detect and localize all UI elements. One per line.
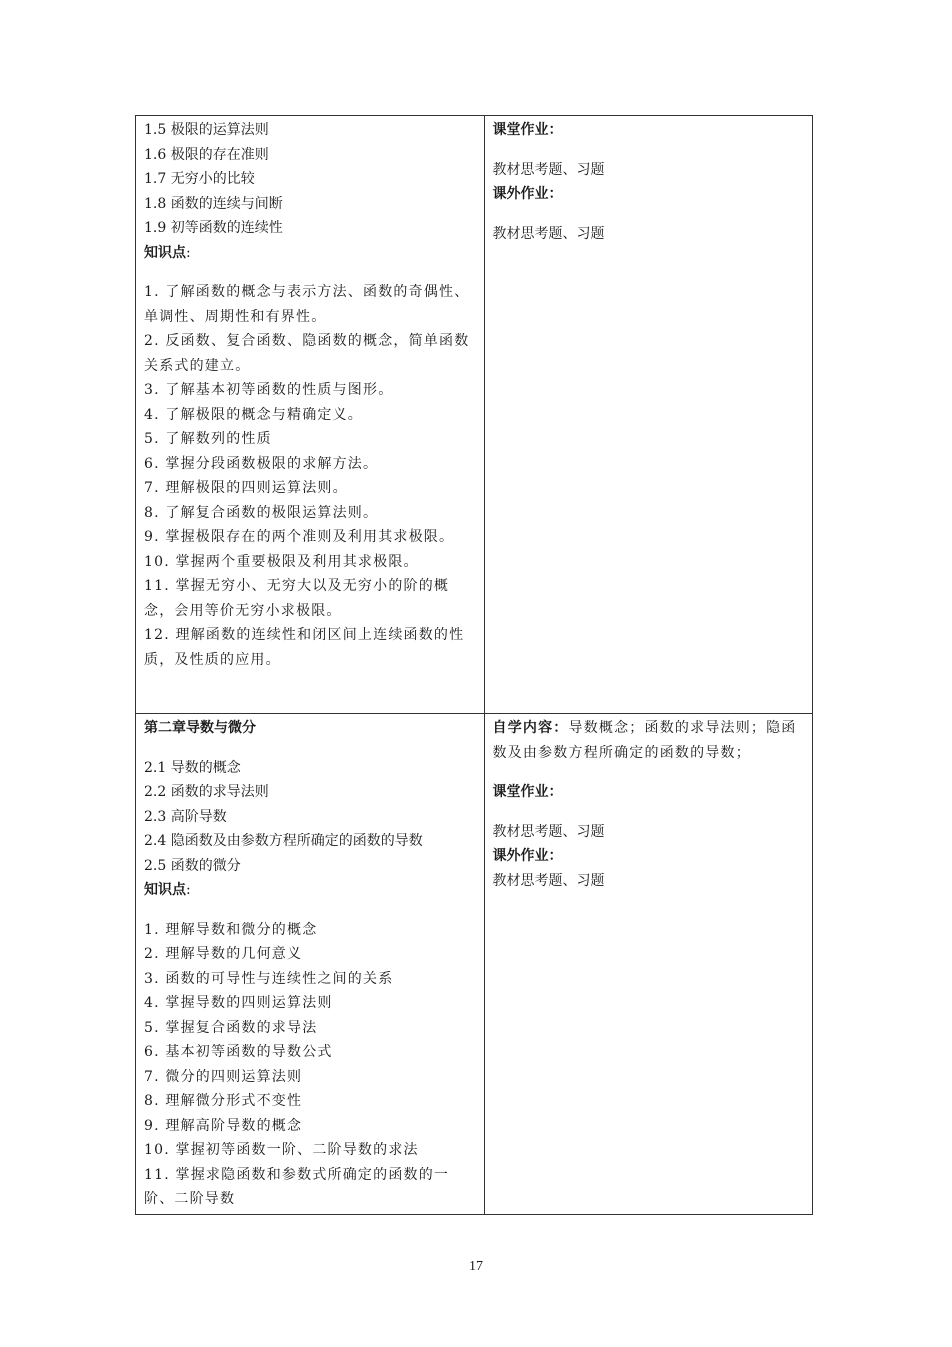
knowledge-item: 12. 理解函数的连续性和闭区间上连续函数的性质，及性质的应用。 bbox=[144, 627, 465, 668]
knowledge-item: 7. 微分的四则运算法则 bbox=[144, 1068, 303, 1085]
knowledge-item: 2. 理解导数的几何意义 bbox=[144, 946, 303, 962]
selfstudy-block bbox=[493, 716, 807, 765]
page-number: 17 bbox=[469, 1259, 483, 1274]
section-item: 2.3 高阶导数 bbox=[144, 808, 227, 825]
table-row bbox=[136, 116, 813, 714]
knowledge-item: 7. 理解极限的四则运算法则。 bbox=[144, 480, 348, 496]
section-item: 1.7 无穷小的比较 bbox=[144, 171, 255, 187]
knowledge-item: 8. 了解复合函数的极限运算法则。 bbox=[144, 504, 379, 521]
knowledge-item: 8. 理解微分形式不变性 bbox=[144, 1093, 303, 1109]
assignment-cell bbox=[484, 714, 813, 1215]
table-row bbox=[136, 714, 813, 1215]
section-item: 1.6 极限的存在准则 bbox=[144, 146, 269, 163]
section-item: 2.5 函数的微分 bbox=[144, 857, 241, 874]
knowledge-label: 知识点 bbox=[144, 244, 186, 261]
knowledge-item: 9. 理解高阶导数的概念 bbox=[144, 1117, 303, 1134]
chapter-title: 第二章导数与微分 bbox=[144, 720, 256, 736]
knowledge-item: 6. 基本初等函数的导数公式 bbox=[144, 1044, 333, 1060]
knowledge-item: 9. 掌握极限存在的两个准则及利用其求极限。 bbox=[144, 529, 455, 545]
section-item: 2.4 隐函数及由参数方程所确定的函数的导数 bbox=[144, 833, 423, 849]
knowledge-item: 5. 了解数列的性质 bbox=[144, 431, 272, 447]
section-item: 1.9 初等函数的连续性 bbox=[144, 220, 283, 236]
homework-text: 教材思考题、习题 bbox=[492, 225, 605, 242]
knowledge-heading bbox=[144, 241, 478, 266]
knowledge-item: 2. 反函数、复合函数、隐函数的概念，简单函数关系式的建立。 bbox=[144, 333, 470, 374]
knowledge-item: 5. 掌握复合函数的求导法 bbox=[144, 1019, 318, 1036]
knowledge-item: 3. 了解基本初等函数的性质与图形。 bbox=[144, 382, 394, 398]
knowledge-item: 4. 掌握导数的四则运算法则 bbox=[144, 995, 333, 1011]
section-item: 2.1 导数的概念 bbox=[144, 759, 241, 776]
selfstudy-label: 自学内容： bbox=[492, 720, 569, 736]
section-item: 1.5 极限的运算法则 bbox=[144, 122, 269, 138]
classwork-label: 课堂作业： bbox=[492, 784, 563, 800]
knowledge-item: 1. 理解导数和微分的概念 bbox=[144, 921, 318, 938]
section-item: 2.2 函数的求导法则 bbox=[144, 784, 269, 800]
homework-label: 课外作业： bbox=[492, 186, 563, 202]
homework-text: 教材思考题、习题 bbox=[492, 872, 605, 889]
selfstudy-text: 导数概念；函数的求导法则；隐函数及由参数方程所确定的函数的导数； bbox=[492, 720, 797, 761]
knowledge-item: 1. 了解函数的概念与表示方法、函数的奇偶性、单调性、周期性和有界性。 bbox=[144, 284, 470, 325]
knowledge-label: 知识点 bbox=[144, 882, 186, 898]
knowledge-item: 11. 掌握求隐函数和参数式所确定的函数的一阶、二阶导数 bbox=[144, 1166, 450, 1207]
syllabus-table bbox=[135, 115, 813, 1215]
knowledge-colon: : bbox=[186, 882, 191, 898]
content-cell bbox=[136, 714, 485, 1215]
classwork-label: 课堂作业： bbox=[492, 122, 563, 138]
assignment-cell bbox=[484, 116, 813, 714]
classwork-text: 教材思考题、习题 bbox=[492, 161, 605, 178]
knowledge-item: 10. 掌握两个重要极限及利用其求极限。 bbox=[144, 553, 419, 570]
content-cell bbox=[136, 116, 485, 714]
knowledge-item: 11. 掌握无穷小、无穷大以及无穷小的阶的概念，会用等价无穷小求极限。 bbox=[144, 578, 450, 619]
knowledge-item: 3. 函数的可导性与连续性之间的关系 bbox=[144, 970, 394, 987]
homework-label: 课外作业： bbox=[492, 848, 563, 864]
knowledge-colon: : bbox=[186, 244, 191, 261]
knowledge-heading bbox=[144, 878, 478, 903]
classwork-text: 教材思考题、习题 bbox=[492, 823, 605, 840]
knowledge-item: 10. 掌握初等函数一阶、二阶导数的求法 bbox=[144, 1142, 419, 1158]
knowledge-item: 4. 了解极限的概念与精确定义。 bbox=[144, 406, 364, 423]
section-item: 1.8 函数的连续与间断 bbox=[144, 195, 283, 212]
knowledge-item: 6. 掌握分段函数极限的求解方法。 bbox=[144, 455, 379, 472]
